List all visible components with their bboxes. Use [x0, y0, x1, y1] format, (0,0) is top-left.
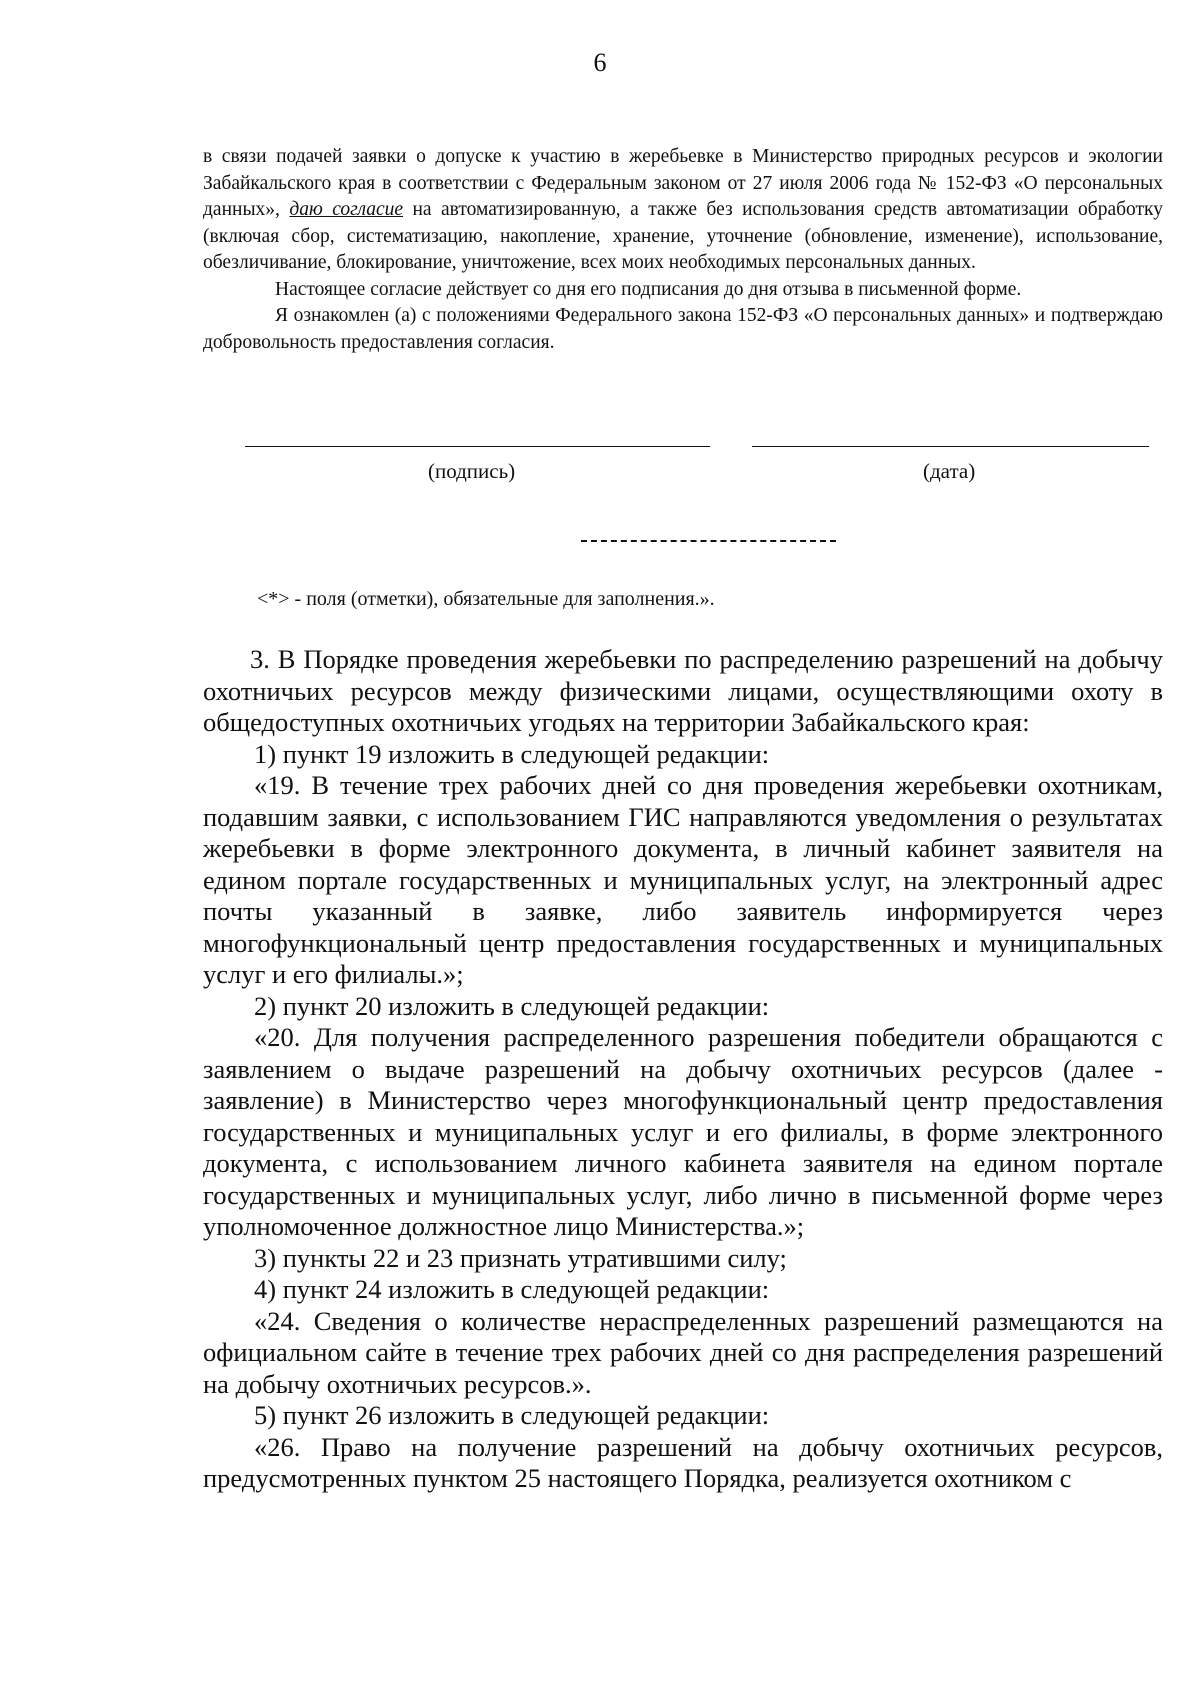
amendments-text — [203, 644, 1163, 1495]
amendment-paragraph: «20. Для получения распределенного разрешения победители обращаются с заявлением о выдаче разрешений на добычу охотничьих ресурсов (далее - заявление) в Министерство через многофункциональный центр предоставления государственных и муниципальных услуг и его филиалы, в форме электронного документа, с использованием личного кабинета заявителя на едином портале государственных и муниципальных услуг, либо лично в письменной форме через уполномоченное должностное лицо Министерства.»; — [203, 1022, 1163, 1241]
date-caption: (дата) — [923, 459, 976, 483]
amendment-paragraph: 3) пункты 22 и 23 признать утратившими силу; — [254, 1242, 787, 1273]
signature-block — [0, 446, 1200, 496]
signature-line — [245, 446, 710, 447]
consent-paragraph-2: Настоящее согласие действует со дня его подписания до дня отзыва в письменной форме. — [275, 278, 1022, 300]
consent-emphasis: даю согласие — [289, 199, 404, 220]
consent-paragraph-3: Я ознакомлен (а) с положениями Федерального закона 152-ФЗ «О персональных данных» и подтверждаю добровольность предоставления согласия. — [203, 305, 1163, 353]
amendment-paragraph: 1) пункт 19 изложить в следующей редакции: — [254, 738, 770, 769]
amendment-paragraph: 2) пункт 20 изложить в следующей редакции: — [254, 990, 770, 1021]
date-line — [752, 446, 1149, 447]
amendment-paragraph: 3. В Порядке проведения жеребьевки по распределению разрешений на добычу охотничьих ресурсов между физическими лицами, осуществляющими охоту в общедоступных охотничьих угодьях на территории Забайкальского края: — [203, 644, 1163, 737]
amendment-paragraph: «24. Сведения о количестве нераспределенных разрешений размещаются на официальном сайте в течение трех рабочих дней со дня распределения разрешений на добычу охотничьих ресурсов.». — [203, 1305, 1163, 1399]
page-number: 6 — [593, 48, 607, 77]
consent-paragraph-1-start: в связи подачей заявки о допуске к участию в жеребьевке в Министерство природных ресурсов и экологии Забайкальского края в соответствии с Федеральным законом от 27 июля 2006 года № 152-ФЗ «О персональных данных», — [203, 146, 1163, 220]
consent-paragraph-1 — [203, 144, 1163, 277]
amendment-paragraph: «26. Право на получение разрешений на добычу охотничьих ресурсов, предусмотренных пунктом 25 настоящего Порядка, реализуется охотником с — [203, 1431, 1163, 1493]
amendment-paragraph: 4) пункт 24 изложить в следующей редакции: — [254, 1274, 770, 1304]
dashed-separator — [581, 540, 836, 542]
consent-paragraph-1-end: на автоматизированную, а также без использования средств автоматизации обработку (включая сбор, систематизацию, накопление, хранение, уточнение (обновление, изменение), использование, обезличивание, блокирование, уничтожение, всех моих необходимых персональных данных. — [203, 199, 1163, 273]
footnote: <*> - поля (отметки), обязательные для заполнения.». — [257, 588, 715, 610]
amendment-paragraph: 5) пункт 26 изложить в следующей редакции: — [254, 1400, 770, 1430]
amendment-paragraph: «19. В течение трех рабочих дней со дня проведения жеребьевки охотникам, подавшим заявки, с использованием ГИС направляются уведомления о результатах жеребьевки в форме электронного документа, в личный кабинет заявителя на едином портале государственных и муниципальных услуг, на электронный адрес почты указанный в заявке, либо заявитель информируется через многофункциональный центр предоставления государственных и муниципальных услуг и его филиалы.»; — [203, 770, 1163, 989]
consent-text — [203, 144, 1163, 356]
signature-caption: (подпись) — [428, 459, 516, 483]
